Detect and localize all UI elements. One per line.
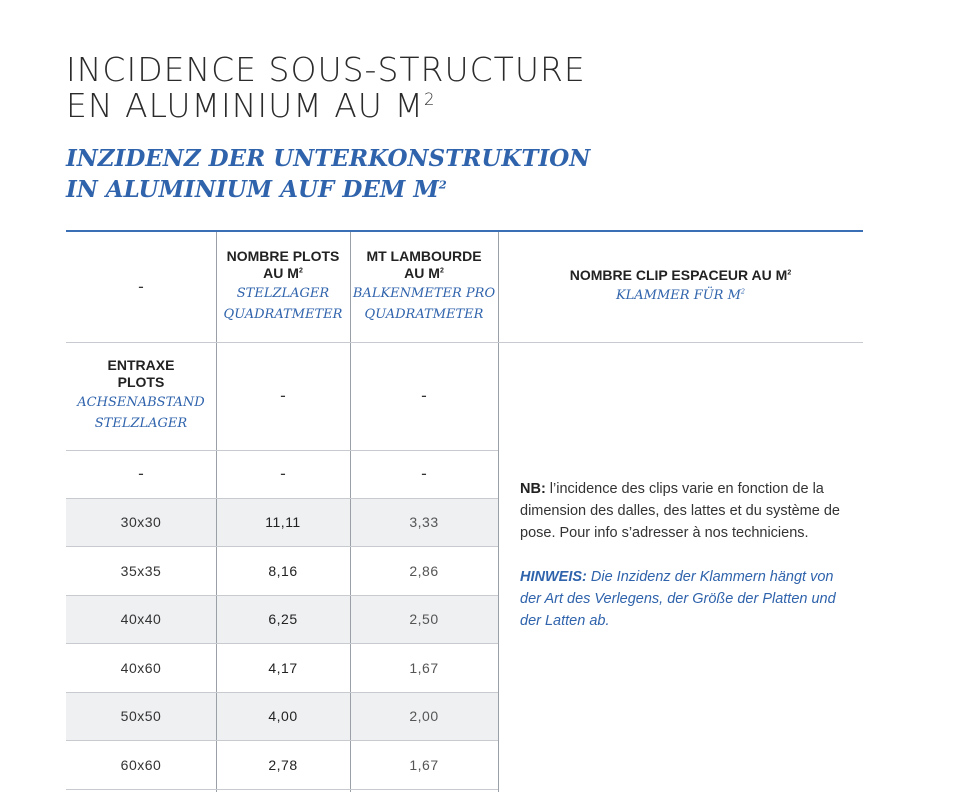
- title-german-sup: 2: [438, 177, 447, 192]
- note-nb-label: NB:: [520, 481, 546, 497]
- note-hinweis-label: HINWEIS:: [520, 569, 587, 585]
- note-hinweis: [520, 566, 850, 632]
- mt-value: 2,50: [409, 611, 439, 627]
- header-mt-lambourde-line2-text: AU M: [404, 265, 440, 281]
- mt-value: 2,00: [409, 708, 439, 724]
- header-nombre-plots: [216, 232, 350, 342]
- table-row-mt: [350, 595, 498, 643]
- header-mt-lambourde-de1: BALKENMETER PRO: [352, 286, 496, 301]
- entraxe-cell-plots: [216, 342, 350, 450]
- header-nombre-plots-line2: [263, 265, 303, 282]
- title-french-sup: 2: [423, 90, 436, 109]
- table-row-mt: [350, 546, 498, 595]
- row-header-entraxe-de2: STELZLAGER: [94, 416, 188, 431]
- header-mt-lambourde-de2: QUADRATMETER: [364, 307, 484, 322]
- header-nombre-plots-line1: NOMBRE PLOTS: [226, 248, 340, 264]
- header-nombre-clip: [498, 232, 863, 342]
- header-nombre-clip-sup: 2: [787, 269, 792, 277]
- table-row-mt: [350, 740, 498, 789]
- title-german-line2-text: IN ALUMINIUM AUF DEM M: [66, 176, 439, 203]
- title-french-line1: INCIDENCE SOUS-STRUCTURE: [66, 50, 586, 89]
- header-corner: [66, 232, 216, 342]
- dash-row-plots: [216, 450, 350, 498]
- size-value: 40x40: [120, 611, 162, 627]
- table-row-size: [66, 692, 216, 740]
- size-value: 30x30: [120, 514, 162, 530]
- table-row-plots: [216, 595, 350, 643]
- table-row-size: [66, 546, 216, 595]
- header-corner-dash: -: [138, 277, 144, 296]
- title-german: [66, 143, 590, 205]
- header-mt-lambourde-line1: MT LAMBOURDE: [366, 248, 482, 264]
- size-value: 35x35: [120, 562, 162, 579]
- table-row-size: [66, 498, 216, 546]
- header-nombre-plots-de1: STELZLAGER: [236, 286, 330, 301]
- entraxe-cell-mt: [350, 342, 498, 450]
- header-nombre-plots-sup: 2: [298, 267, 303, 275]
- grid-hline: [66, 789, 498, 790]
- header-nombre-clip-de-text: KLAMMER FÜR M: [615, 288, 741, 303]
- table-row-mt: [350, 643, 498, 692]
- table-row-size: [66, 740, 216, 789]
- table-row-plots: [216, 740, 350, 789]
- note-nb-text: l’incidence des clips varie en fonction de la dimension des dalles, des lattes et du système de pose. Pour info s’adresser à nos techniciens.: [520, 481, 840, 541]
- title-french: [66, 52, 586, 124]
- header-nombre-clip-text: NOMBRE CLIP ESPACEUR AU M: [569, 267, 788, 283]
- title-german-line1: INZIDENZ DER UNTERKONSTRUKTION: [66, 145, 591, 172]
- mt-value: 2,86: [409, 562, 439, 579]
- row-header-entraxe-line1: ENTRAXE: [107, 357, 175, 373]
- dash-row-size-dash: -: [138, 464, 144, 483]
- header-mt-lambourde-sup: 2: [439, 267, 444, 275]
- table-row-plots: [216, 498, 350, 546]
- header-nombre-clip-line1: [570, 267, 791, 284]
- title-french-line2: [66, 88, 586, 124]
- size-value: 40x60: [120, 659, 162, 676]
- plots-value: 4,00: [268, 708, 298, 724]
- mt-value: 1,67: [409, 756, 439, 773]
- note-hinweis-text: Die Inzidenz der Klammern hängt von der Art des Verlegens, der Größe der Platten und der Latten ab.: [520, 569, 836, 629]
- note-block: [520, 478, 850, 632]
- dash-row-mt: [350, 450, 498, 498]
- dash-row-mt-dash: -: [421, 464, 427, 483]
- plots-value: 2,78: [268, 756, 298, 773]
- size-value: 50x50: [120, 708, 162, 724]
- entraxe-plots-dash: -: [280, 386, 286, 405]
- row-header-entraxe-line2: PLOTS: [117, 374, 165, 390]
- dash-row-plots-dash: -: [280, 464, 286, 483]
- note-nb: [520, 478, 850, 544]
- row-header-entraxe-de1: ACHSENABSTAND: [77, 395, 205, 410]
- entraxe-mt-dash: -: [421, 386, 427, 405]
- table-row-size: [66, 643, 216, 692]
- plots-value: 11,11: [265, 514, 301, 530]
- title-german-line2: [66, 174, 590, 205]
- header-mt-lambourde: [350, 232, 498, 342]
- mt-value: 1,67: [409, 659, 439, 676]
- header-nombre-plots-line2-text: AU M: [263, 265, 299, 281]
- title-french-line2-text: EN ALUMINIUM AU M: [66, 86, 424, 125]
- mt-value: 3,33: [409, 514, 439, 530]
- table-row-plots: [216, 546, 350, 595]
- table-row-plots: [216, 643, 350, 692]
- header-nombre-clip-de: [616, 284, 745, 307]
- dash-row-size: [66, 450, 216, 498]
- table-row-plots: [216, 692, 350, 740]
- row-header-entraxe: [66, 342, 216, 450]
- table-row-size: [66, 595, 216, 643]
- header-nombre-clip-de-sup: 2: [740, 287, 746, 296]
- table-row-mt: [350, 692, 498, 740]
- plots-value: 8,16: [268, 562, 298, 579]
- plots-value: 4,17: [268, 659, 298, 676]
- header-nombre-plots-de2: QUADRATMETER: [223, 307, 343, 322]
- size-value: 60x60: [120, 756, 162, 773]
- header-mt-lambourde-line2: [404, 265, 444, 282]
- plots-value: 6,25: [268, 611, 298, 627]
- table-row-mt: [350, 498, 498, 546]
